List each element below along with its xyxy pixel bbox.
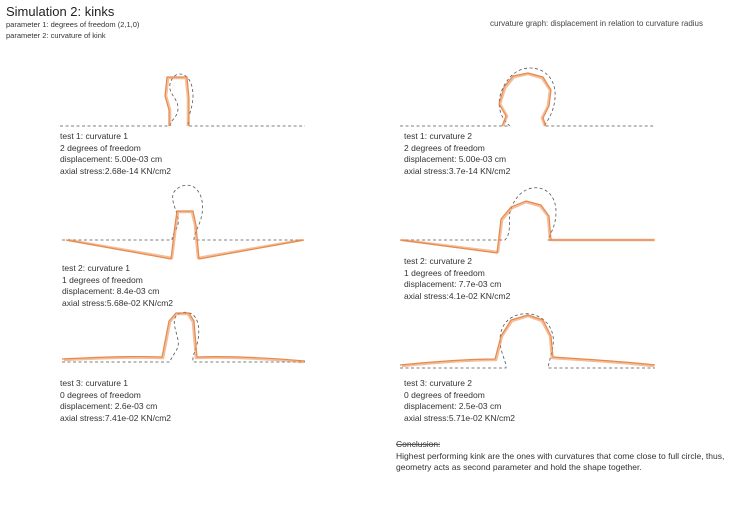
deformed-shape — [64, 314, 304, 362]
axial-stress: axial stress:2.68e-14 KN/cm2 — [60, 165, 172, 176]
deformed-shape-outline — [400, 201, 655, 253]
conclusion-heading: Conclusion: — [396, 439, 441, 449]
displacement: displacement: 2.6e-03 cm — [60, 401, 158, 412]
deformed-shape-outline — [62, 313, 305, 361]
parameter-2: parameter 2: curvature of kink — [6, 31, 106, 40]
degrees-of-freedom: 1 degrees of freedom — [62, 274, 143, 285]
axial-stress: axial stress:7.41e-02 KN/cm2 — [60, 412, 172, 423]
parameter-1: parameter 1: degrees of freedom (2,1,0) — [6, 20, 140, 29]
diagram-test1-curvature1 — [60, 74, 305, 126]
displacement: displacement: 5.00e-03 cm — [60, 154, 163, 165]
degrees-of-freedom: 0 degrees of freedom — [60, 389, 141, 400]
original-shape — [60, 74, 305, 126]
original-shape — [400, 314, 655, 368]
original-shape — [62, 312, 305, 362]
displacement: displacement: 2.5e-03 cm — [404, 401, 502, 412]
caption-test3-curvature2 — [404, 378, 515, 424]
axial-stress: axial stress:5.71e-02 KN/cm2 — [404, 412, 516, 423]
degrees-of-freedom: 0 degrees of freedom — [404, 389, 485, 400]
test-label: test 1: curvature 1 — [60, 131, 129, 141]
axial-stress: axial stress:3.7e-14 KN/cm2 — [404, 165, 511, 176]
diagram-test3-curvature1 — [62, 312, 305, 362]
page-title: Simulation 2: kinks — [6, 4, 115, 19]
caption-test2-curvature2 — [404, 256, 510, 302]
original-shape — [400, 188, 655, 240]
diagram-test1-curvature2 — [400, 68, 655, 126]
deformed-shape — [402, 316, 654, 366]
caption-test3-curvature1 — [60, 378, 171, 424]
diagram-test2-curvature2 — [400, 188, 655, 253]
caption-test2-curvature1 — [62, 263, 173, 309]
conclusion-line-1: Highest performing kink are the ones with curvatures that come close to full circle, thus, — [396, 450, 725, 461]
test-label: test 1: curvature 2 — [404, 131, 473, 141]
caption-test1-curvature1 — [60, 131, 171, 177]
conclusion-line-2: geometry acts as second parameter and hold the shape together. — [396, 462, 642, 473]
original-shape — [400, 68, 655, 126]
deformed-shape — [68, 212, 302, 258]
diagram-test2-curvature1 — [62, 185, 305, 259]
conclusion — [396, 439, 724, 474]
axial-stress: axial stress:5.68e-02 KN/cm2 — [62, 297, 174, 308]
caption-test1-curvature2 — [404, 131, 510, 177]
graph-caption: curvature graph: displacement in relation to curvature radius — [490, 19, 703, 28]
test-label: test 3: curvature 2 — [404, 378, 473, 388]
deformed-shape — [402, 202, 654, 252]
degrees-of-freedom: 2 degrees of freedom — [60, 142, 141, 153]
axial-stress: axial stress:4.1e-02 KN/cm2 — [404, 290, 511, 301]
diagram-test3-curvature2 — [400, 314, 655, 368]
displacement: displacement: 8.4e-03 cm — [62, 286, 160, 297]
test-label: test 3: curvature 1 — [60, 378, 129, 388]
deformed-shape-outline — [66, 211, 304, 259]
degrees-of-freedom: 1 degrees of freedom — [404, 267, 485, 278]
deformed-shape-outline — [400, 315, 655, 365]
test-label: test 2: curvature 1 — [62, 263, 131, 273]
displacement: displacement: 5.00e-03 cm — [404, 154, 507, 165]
test-label: test 2: curvature 2 — [404, 256, 473, 266]
displacement: displacement: 7.7e-03 cm — [404, 279, 502, 290]
degrees-of-freedom: 2 degrees of freedom — [404, 142, 485, 153]
